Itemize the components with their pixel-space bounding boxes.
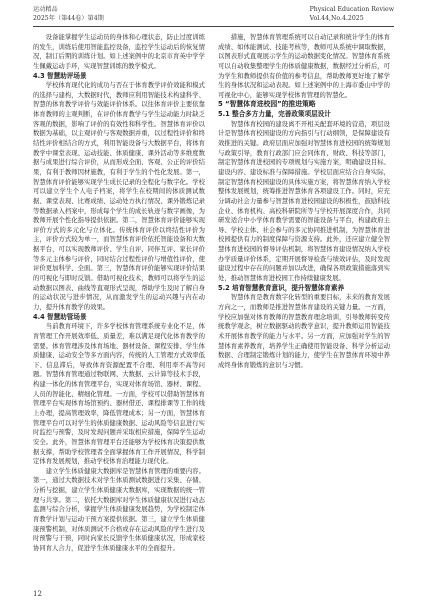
paragraph: 建立学生体质健康大数据库是智慧体育管理的重要内容。第一，通过大数据技术对学生体质测试数据进行采集、存储、分析与挖掘，建立学生体质健康大数据库，实现数据的统一管理与共享。第二，依托大数据库对学生体质健康状况进行动态监测与综合分析，掌握学生体质健康发展趋势，为学校制定体育教学计划与运动干预方案提供依据。第三，建立学生体质健康预警机制，对体质测试不合格或存在运动风险的学生进行及时预警与干预，同时向家长反馈学生体质健康状况，形成家校协同育人合力，促进学生体质健康水平的全面提升。: [33, 467, 205, 552]
paragraph: 设备能掌握学生运动员的身体和心理状态，防止过度训练的发生，训练后使用智能监控设备，监控学生运动后的恢复情况，制订后期的训练计划。如上述案例中的北京市育英中学学生佩戴运动手环，实现智慧训练的教学模式。: [33, 34, 205, 70]
paragraph: 措施，智慧体育管理系统可以自动记录和统计学生的体育成绩、如体能测试、技能考核等，教师可从系统中调取数据，以图表形式直观展示学生的运动数据变化情况。智慧体育系统可以自动收集整理学生的体质健康数据，数据经过分析后，可为学生和教师提供有价值的参考信息，帮助教师更好地了解学生的身体状况和运动表现。如上述案例中的上海市委山中学的可视化中心，能够实现学校体育管理的智慧化。: [218, 34, 390, 99]
paragraph: 学校体育现代化的成功与否在于体育教学评价效能和模式的选择与建构，大数据时代，教师应利用智能技术构建科学、智慧的体育教学评价与效能评价体系。以往体育评价主要依靠体育教师的主观判断，在评价体育教学与学生运动能力时缺乏客观的数据，影响了评价的有效性和科学性。智慧体育评价以数据为基础，以主观评价与客观数据并重，以过程性评价和终结性评价相结合的方式，利用智能设备与大数据平台，将体育教学中课堂表现、运动技能、体质健康、课外活动等多维度数据与成果进行综合评价，从而形成全面、客观、公正的评价结果，有利于教师因材施教，有利于学生的个性化发展。第一，智慧体育评价能够实现学生成长记录的全程化与数字化。学校可以建立学生个人电子档案，将学生在校期间的体质测试数据、课堂表现、比赛成绩、运动处方执行情况、课外锻炼记录等数据录入档案中，形成每个学生的成长轨迹与数字画像，为教师开展个性化指导提供依据。第二，智慧体育评价能够实现评价方式的多元化与立体化。传统体育评价以终结性评价为主，评价方式较为单一，而智慧体育评价依托智能设备和大数据平台，可以实现教师评价、学生自评、同伴互评、家长评价等多元主体参与评价，同时结合过程性评价与增值性评价，使评价更加科学、全面。第三，智慧体育评价能够实现评价结果的可视化与即时反馈。借助可视化技术，教师可以将学生的运动数据以图表、曲线等直观形式呈现，帮助学生及时了解自身的运动状况与进步情况，从而激发学生的运动兴趣与内在动力，提升体育教学的效果。: [33, 82, 205, 311]
page-number: 12: [33, 590, 42, 598]
issue-en: Vol.44,No.4.2025: [309, 14, 364, 22]
paragraph: 当前教育环境下，许多学校体育管理系统专业化不足，体育管理工作开展效率低、质量差，难以满足现代化体育教学的需要。体育管理涉及体育场地、器材设备、课程安排、学生体质健康、运动安全等多方面内容，传统的人工管理方式效率低下、信息滞后，导致体育资源配置不合理、利用率不高等问题。智慧体育管理通过物联网、大数据、云计算等技术手段，构建一体化的体育管理平台，实现对体育场馆、器材、课程、人员的智能化、精细化管理。一方面，学校可以借助智慧体育管理平台实现体育场馆预约、器材借还、课程排课等工作的线上办理，提高管理效率，降低管理成本；另一方面，智慧体育管理平台可以对学生的体质健康数据、运动风险等信息进行实时监控与预警，及时发现问题并采取相应措施，保障学生运动安全。此外，智慧体育管理平台还能够为学校体育决策提供数据支撑，帮助学校管理者全面掌握体育工作开展情况，科学制定体育发展规划，推动学校体育治理能力现代化。: [33, 323, 205, 466]
running-header-left: [33, 6, 104, 23]
paragraph: 智慧体育校园的建设离不开相关配套环境的营造，项层设计是智慧体育校园建设的方向指引与行动纲领，是保障建设有效推进的关键。政府层面应加强对智慧体育进校园的统筹规划与政策引导，教育行政部门应会同体育、财政、科技等部门，制定智慧体育进校园的专项规划与实施方案，明确建设目标、建设内容、建设标准与保障措施。学校层面应结合自身实际，制定智慧体育校园建设的具体实施方案，将智慧体育纳入学校整体发展规划，统筹推进智慧体育各项建设工作。同时，应充分调动社会力量参与智慧体育进校园建设的积极性，鼓励科技企业、体育机构、高校科研院所等与学校开展深度合作，共同研发适合中小学体育教学需要的智能设备与平台，构建政府主导、学校主体、社会参与的多元协同推进机制，为智慧体育进校园提供有力的制度保障与资源支持。此外，还应建立健全智慧体育进校园的督导评估机制，将智慧体育建设情况纳入学校办学质量评价体系，定期开展督导检查与绩效评估，及时发现建设过程中存在的问题并加以改进，确保各项政策措施落到实处，推动智慧体育进校园工作持续健康发展。: [218, 120, 390, 283]
paragraph: 智慧体育是教育数字化转型的重要目标，未来的教育发展方向之一，而教师是推进智慧体育建设的关键力量。一方面，学校应加强对体育教师的智慧教育理念培训，引导教师转变传统教学观念，树立数据驱动的教学意识，提升教师运用智能技术开展体育教学的能力与水平。另一方面，应加强对学生的智慧体育素养教育，培养学生正确使用智能设备、科学分析运动数据、合理制定锻炼计划的能力，使学生在智慧体育环境中养成终身体育锻炼的意识与习惯。: [218, 294, 390, 369]
journal-name-cn: 运动精品: [33, 6, 58, 13]
right-column: [218, 33, 390, 581]
section-heading-5-1: 5.1 整合多方力量，完善政策项层设计: [218, 110, 331, 119]
left-column: [33, 33, 205, 581]
section-heading-4-4: 4.4 智慧助管场景: [33, 312, 87, 321]
running-header-right: [310, 6, 394, 23]
issue-cn: 2025年（第44卷）第4期: [33, 14, 104, 22]
section-heading-5-2: 5.2 培育智慧教育意识，提升智慧体育素养: [218, 283, 345, 292]
section-heading-5: 5 “智慧体育进校园”的推进策略: [218, 100, 316, 109]
header-rule: [33, 26, 394, 27]
journal-name-en: Physical Education Review: [309, 6, 394, 13]
section-heading-4-3: 4.3 智慧助评场景: [33, 71, 87, 80]
